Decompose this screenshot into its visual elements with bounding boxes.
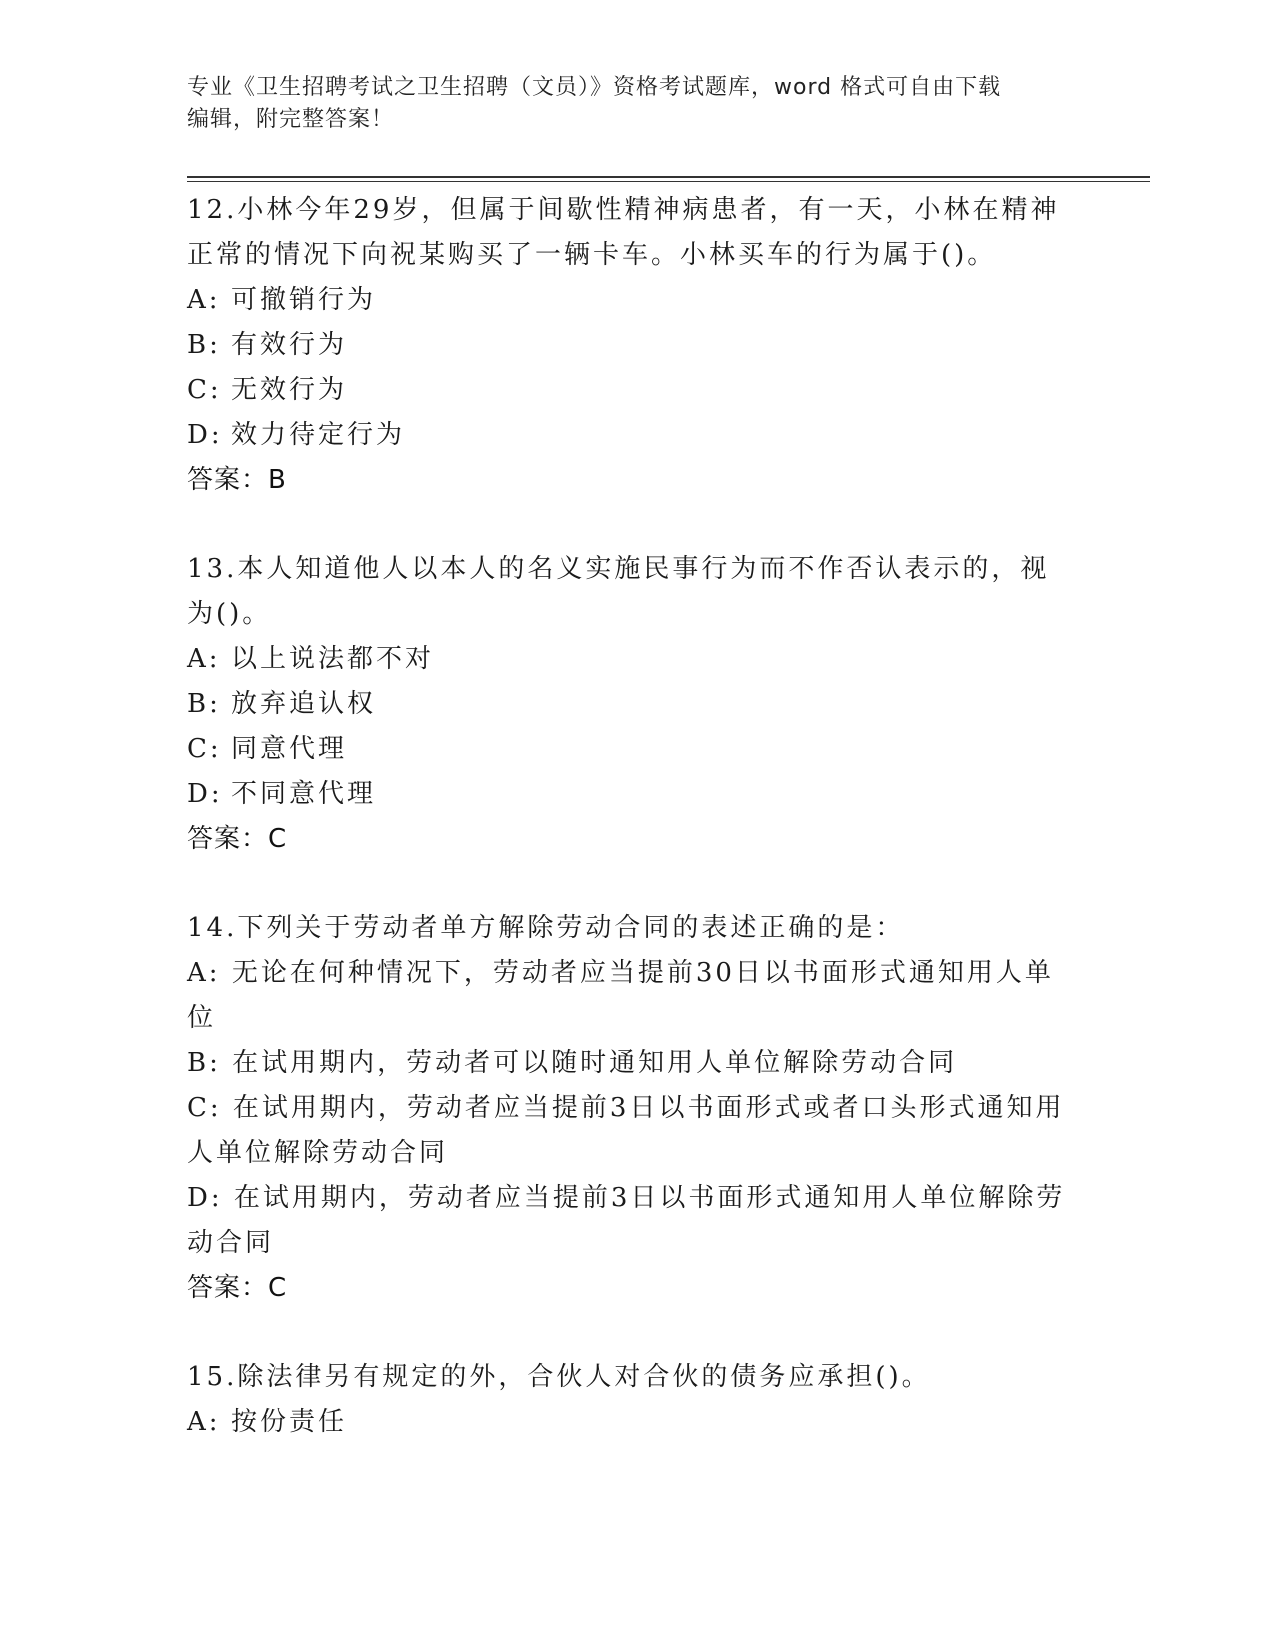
question-stem: 本人知道他人以本人的名义实施民事行为而不作否认表示的，视为()。 [187, 554, 1050, 629]
document-header [187, 72, 1067, 136]
answer-label: 答案： [187, 465, 269, 495]
option-c [187, 727, 1067, 772]
option-key: C: [187, 1093, 222, 1123]
answer-line [187, 817, 1067, 862]
option-a [187, 951, 1067, 1041]
question-stem: 下列关于劳动者单方解除劳动合同的表述正确的是： [237, 913, 905, 943]
question-number: 15. [187, 1362, 238, 1392]
answer-label: 答案： [187, 824, 269, 854]
option-key: C: [187, 375, 222, 405]
question-15 [187, 1355, 1067, 1445]
question-number: 12. [187, 195, 238, 225]
question-12 [187, 188, 1067, 503]
option-key: A: [187, 958, 221, 988]
option-key: B: [187, 330, 221, 360]
question-text [187, 906, 1067, 951]
option-text: 不同意代理 [231, 779, 377, 809]
option-key: A: [187, 1407, 221, 1437]
option-a [187, 637, 1067, 682]
option-key: B: [187, 1048, 221, 1078]
option-text: 按份责任 [231, 1407, 348, 1437]
question-stem: 小林今年29岁，但属于间歇性精神病患者，有一天，小林在精神正常的情况下向祝某购买了一辆卡车。小林买车的行为属于()。 [187, 195, 1060, 270]
option-text: 在试用期内，劳动者应当提前3日以书面形式通知用人单位解除劳动合同 [187, 1183, 1066, 1258]
question-text [187, 547, 1067, 637]
answer-label: 答案： [187, 1273, 269, 1303]
option-key: C: [187, 734, 222, 764]
header-line-1: 专业《卫生招聘考试之卫生招聘（文员）》资格考试题库，word 格式可自由下载 [187, 75, 1002, 100]
option-key: D: [187, 779, 223, 809]
option-text: 有效行为 [231, 330, 348, 360]
question-text [187, 1355, 1067, 1400]
question-number: 13. [187, 554, 238, 584]
question-14 [187, 906, 1067, 1311]
header-divider [187, 176, 1150, 182]
question-13 [187, 547, 1067, 862]
question-number: 14. [187, 913, 238, 943]
answer-line [187, 458, 1067, 503]
option-b [187, 682, 1067, 727]
option-d [187, 1176, 1067, 1266]
answer-value: C [268, 1273, 288, 1303]
option-text: 无论在何种情况下，劳动者应当提前30日以书面形式通知用人单位 [187, 958, 1054, 1033]
option-a [187, 1400, 1067, 1445]
option-d [187, 413, 1067, 458]
option-text: 可撤销行为 [231, 285, 377, 315]
option-text: 在试用期内，劳动者应当提前3日以书面形式或者口头形式通知用人单位解除劳动合同 [187, 1093, 1065, 1168]
option-text: 在试用期内，劳动者可以随时通知用人单位解除劳动合同 [232, 1048, 958, 1078]
option-text: 同意代理 [231, 734, 348, 764]
option-key: D: [187, 1183, 223, 1213]
option-c [187, 1086, 1067, 1176]
question-list [187, 188, 1067, 1489]
option-text: 效力待定行为 [231, 420, 406, 450]
option-d [187, 772, 1067, 817]
question-text [187, 188, 1067, 278]
option-text: 无效行为 [231, 375, 348, 405]
option-key: D: [187, 420, 223, 450]
option-text: 放弃追认权 [231, 689, 377, 719]
answer-value: C [268, 824, 288, 854]
option-key: A: [187, 644, 221, 674]
question-stem: 除法律另有规定的外，合伙人对合伙的债务应承担()。 [237, 1362, 931, 1392]
option-key: B: [187, 689, 221, 719]
option-b [187, 323, 1067, 368]
option-b [187, 1041, 1067, 1086]
option-a [187, 278, 1067, 323]
option-text: 以上说法都不对 [231, 644, 435, 674]
option-key: A: [187, 285, 221, 315]
option-c [187, 368, 1067, 413]
answer-line [187, 1266, 1067, 1311]
answer-value: B [268, 465, 287, 495]
header-line-2: 编辑，附完整答案！ [187, 107, 395, 132]
